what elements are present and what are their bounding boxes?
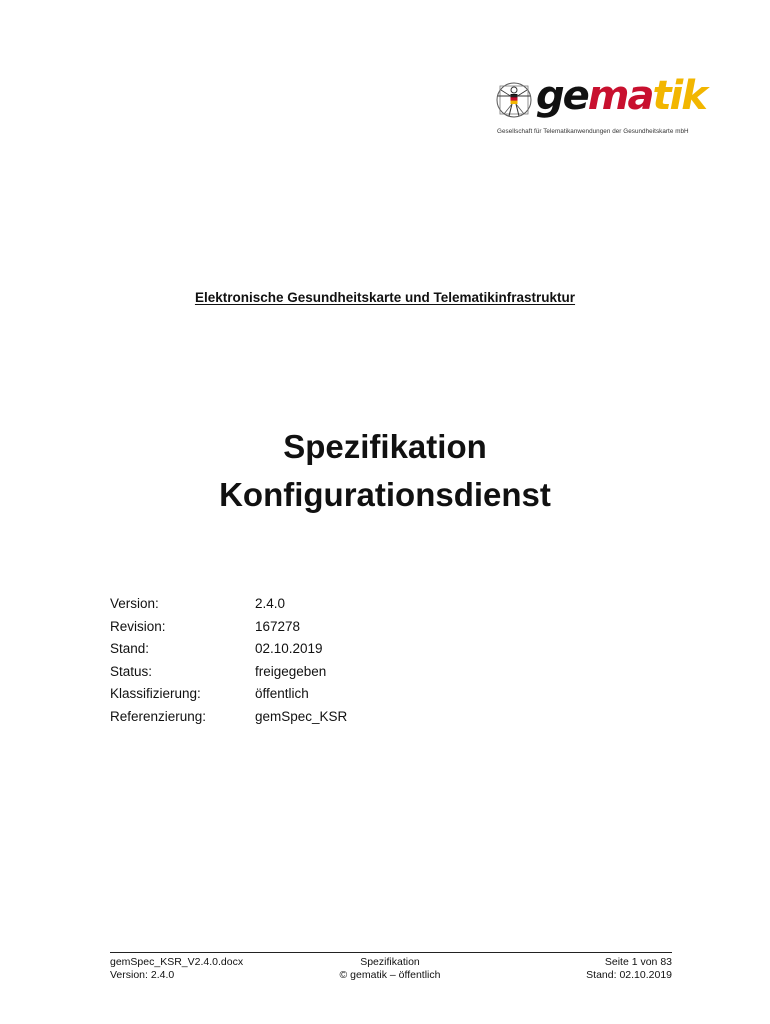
footer-date: Stand: 02.10.2019 [586,969,672,981]
metadata-value: 02.10.2019 [255,641,323,656]
metadata-label: Revision: [110,618,166,634]
metadata-label: Stand: [110,641,150,656]
vitruvian-man-icon [494,80,534,120]
metadata-value: gemSpec_KSR [255,708,348,724]
logo-word-part1: ge [536,73,588,119]
footer-doctype: Spezifikation [360,956,420,968]
metadata-label: Referenzierung: [110,708,207,724]
metadata-value: 2.4.0 [255,596,286,611]
footer-copyright: © gematik – öffentlich [339,969,441,981]
document-subtitle: Elektronische Gesundheitskarte und Telematikinfrastruktur [194,290,576,305]
metadata-value: öffentlich [255,686,309,701]
logo-word-part3: tik [652,73,706,119]
footer-left [110,956,243,982]
metadata-value: freigegeben [255,663,327,679]
footer-right [472,956,672,982]
metadata-label: Klassifizierung: [110,686,201,701]
footer-divider [110,952,672,953]
document-title-line2: Konfigurationsdienst [219,476,551,513]
footer-version: Version: 2.4.0 [110,969,175,981]
gematik-logo [494,73,706,140]
logo-wordmark [536,74,706,118]
metadata-value: 167278 [255,618,301,634]
logo-word-part2: ma [587,73,653,119]
footer-page-number: Seite 1 von 83 [604,956,672,968]
document-title-line1: Spezifikation [283,428,487,465]
metadata-label: Version: [110,596,159,611]
metadata-label: Status: [110,663,153,679]
footer-filename: gemSpec_KSR_V2.4.0.docx [110,956,244,968]
footer-center [300,956,480,982]
logo-tagline: Gesellschaft für Telematikanwendungen der Gesundheitskarte mbH [497,128,689,135]
